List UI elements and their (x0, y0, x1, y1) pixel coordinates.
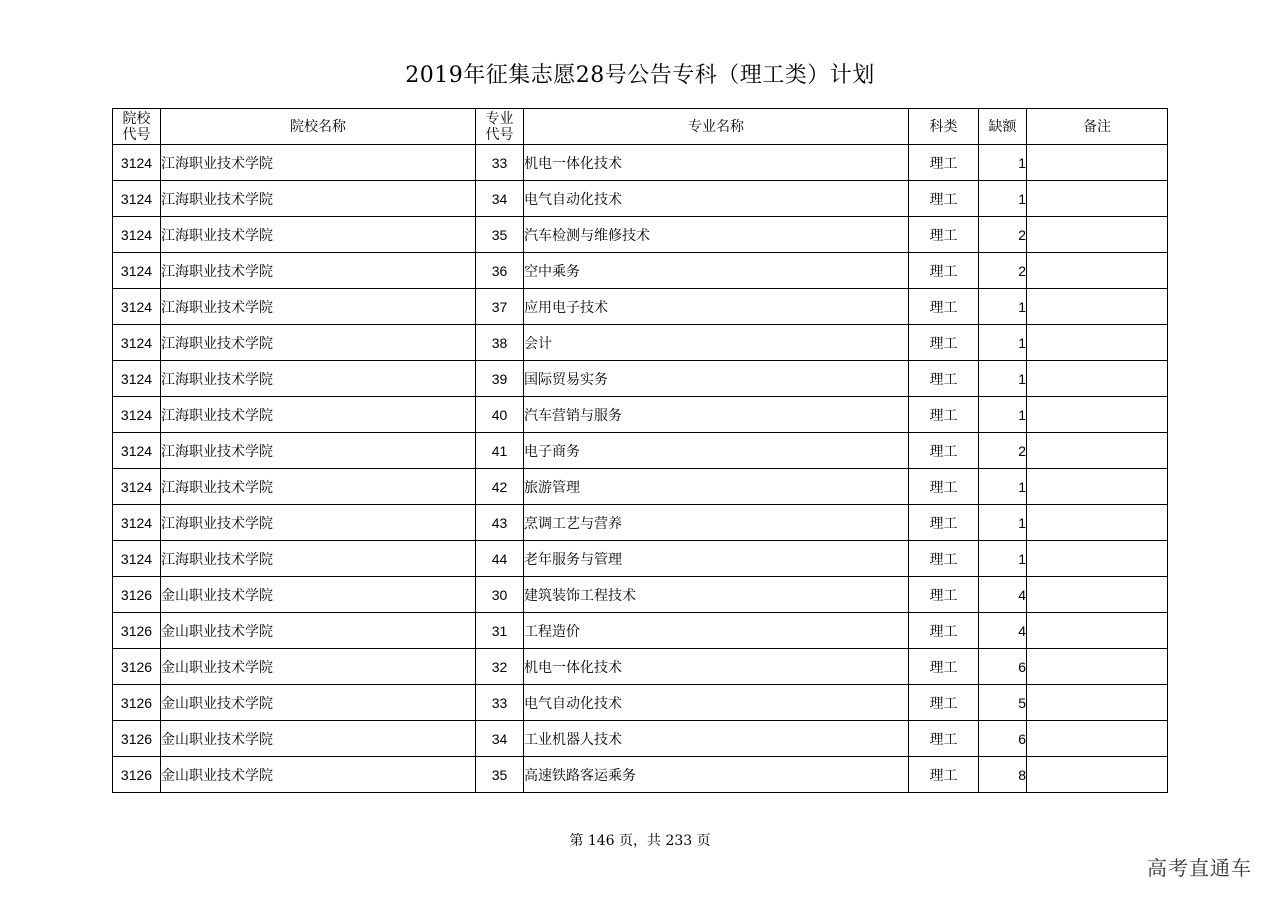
cell-school-name: 金山职业技术学院 (161, 757, 476, 793)
cell-category: 理工 (909, 613, 979, 649)
cell-category: 理工 (909, 361, 979, 397)
table-row (113, 505, 1168, 541)
cell-quota: 1 (979, 361, 1027, 397)
cell-note (1027, 613, 1168, 649)
table-row (113, 685, 1168, 721)
cell-school-name: 江海职业技术学院 (161, 253, 476, 289)
cell-school-code: 3124 (113, 469, 161, 505)
cell-major-code: 39 (476, 361, 524, 397)
table-row (113, 649, 1168, 685)
cell-school-name: 江海职业技术学院 (161, 361, 476, 397)
cell-major-code: 44 (476, 541, 524, 577)
cell-quota: 2 (979, 253, 1027, 289)
cell-quota: 6 (979, 649, 1027, 685)
table-row (113, 217, 1168, 253)
cell-school-code: 3126 (113, 685, 161, 721)
cell-school-code: 3124 (113, 541, 161, 577)
cell-quota: 6 (979, 721, 1027, 757)
cell-note (1027, 721, 1168, 757)
cell-major-name: 工业机器人技术 (524, 721, 909, 757)
cell-note (1027, 505, 1168, 541)
cell-note (1027, 289, 1168, 325)
table-row (113, 325, 1168, 361)
cell-note (1027, 541, 1168, 577)
table-row (113, 613, 1168, 649)
cell-note (1027, 325, 1168, 361)
page-title: 2019年征集志愿28号公告专科（理工类）计划 (405, 63, 875, 88)
cell-major-name: 电子商务 (524, 433, 909, 469)
table-row (113, 541, 1168, 577)
cell-school-code: 3124 (113, 397, 161, 433)
cell-major-name: 机电一体化技术 (524, 145, 909, 181)
header-major-code-line2: 代号 (485, 126, 514, 143)
cell-major-code: 32 (476, 649, 524, 685)
cell-category: 理工 (909, 397, 979, 433)
header-major-code-line1: 专业 (485, 110, 514, 127)
cell-school-name: 江海职业技术学院 (161, 217, 476, 253)
table-row (113, 181, 1168, 217)
cell-school-code: 3124 (113, 433, 161, 469)
cell-note (1027, 253, 1168, 289)
cell-major-code: 38 (476, 325, 524, 361)
cell-major-name: 汽车检测与维修技术 (524, 217, 909, 253)
cell-school-code: 3124 (113, 289, 161, 325)
cell-major-code: 35 (476, 217, 524, 253)
cell-school-name: 金山职业技术学院 (161, 685, 476, 721)
cell-school-code: 3124 (113, 145, 161, 181)
cell-note (1027, 145, 1168, 181)
page-footer: 第 146 页，共 233 页 (569, 833, 711, 849)
header-school-code-line1: 院校 (122, 110, 151, 127)
cell-school-name: 金山职业技术学院 (161, 721, 476, 757)
cell-school-name: 江海职业技术学院 (161, 433, 476, 469)
cell-quota: 1 (979, 145, 1027, 181)
table-row (113, 433, 1168, 469)
header-category: 科类 (909, 109, 979, 145)
cell-note (1027, 577, 1168, 613)
table-row (113, 577, 1168, 613)
cell-school-code: 3126 (113, 721, 161, 757)
header-school-name: 院校名称 (161, 109, 476, 145)
table-row (113, 757, 1168, 793)
cell-note (1027, 433, 1168, 469)
cell-school-code: 3124 (113, 325, 161, 361)
cell-school-name: 江海职业技术学院 (161, 325, 476, 361)
table-row (113, 469, 1168, 505)
cell-school-code: 3124 (113, 361, 161, 397)
cell-major-code: 41 (476, 433, 524, 469)
cell-school-code: 3126 (113, 577, 161, 613)
cell-major-name: 汽车营销与服务 (524, 397, 909, 433)
cell-note (1027, 181, 1168, 217)
cell-category: 理工 (909, 469, 979, 505)
cell-major-code: 33 (476, 685, 524, 721)
cell-note (1027, 469, 1168, 505)
cell-quota: 2 (979, 433, 1027, 469)
cell-major-code: 43 (476, 505, 524, 541)
cell-quota: 5 (979, 685, 1027, 721)
cell-school-name: 江海职业技术学院 (161, 505, 476, 541)
cell-category: 理工 (909, 145, 979, 181)
cell-category: 理工 (909, 649, 979, 685)
cell-major-name: 建筑装饰工程技术 (524, 577, 909, 613)
cell-school-name: 金山职业技术学院 (161, 649, 476, 685)
cell-quota: 1 (979, 505, 1027, 541)
cell-school-code: 3126 (113, 613, 161, 649)
cell-major-code: 40 (476, 397, 524, 433)
cell-major-code: 42 (476, 469, 524, 505)
header-note: 备注 (1027, 109, 1168, 145)
cell-category: 理工 (909, 181, 979, 217)
cell-major-name: 机电一体化技术 (524, 649, 909, 685)
watermark: 高考直通车 (1147, 856, 1252, 880)
cell-category: 理工 (909, 685, 979, 721)
cell-major-name: 国际贸易实务 (524, 361, 909, 397)
cell-school-name: 江海职业技术学院 (161, 145, 476, 181)
cell-major-name: 高速铁路客运乘务 (524, 757, 909, 793)
cell-quota: 4 (979, 577, 1027, 613)
table-row (113, 361, 1168, 397)
cell-school-code: 3124 (113, 217, 161, 253)
cell-category: 理工 (909, 721, 979, 757)
cell-quota: 1 (979, 397, 1027, 433)
cell-quota: 1 (979, 181, 1027, 217)
cell-major-name: 工程造价 (524, 613, 909, 649)
cell-major-code: 30 (476, 577, 524, 613)
cell-major-name: 烹调工艺与营养 (524, 505, 909, 541)
cell-category: 理工 (909, 433, 979, 469)
cell-note (1027, 397, 1168, 433)
cell-note (1027, 757, 1168, 793)
table-row (113, 289, 1168, 325)
cell-major-code: 33 (476, 145, 524, 181)
cell-quota: 1 (979, 289, 1027, 325)
cell-school-name: 江海职业技术学院 (161, 289, 476, 325)
table-row (113, 145, 1168, 181)
cell-quota: 1 (979, 469, 1027, 505)
table-row (113, 721, 1168, 757)
header-school-code-line2: 代号 (122, 126, 151, 143)
cell-school-name: 金山职业技术学院 (161, 613, 476, 649)
cell-major-name: 应用电子技术 (524, 289, 909, 325)
header-school-code (113, 109, 161, 145)
cell-major-code: 34 (476, 181, 524, 217)
cell-major-name: 电气自动化技术 (524, 181, 909, 217)
cell-major-name: 会计 (524, 325, 909, 361)
cell-major-code: 36 (476, 253, 524, 289)
cell-school-name: 江海职业技术学院 (161, 181, 476, 217)
cell-school-code: 3126 (113, 757, 161, 793)
cell-note (1027, 217, 1168, 253)
cell-category: 理工 (909, 217, 979, 253)
cell-school-code: 3126 (113, 649, 161, 685)
cell-quota: 2 (979, 217, 1027, 253)
cell-category: 理工 (909, 541, 979, 577)
cell-quota: 1 (979, 325, 1027, 361)
cell-major-name: 空中乘务 (524, 253, 909, 289)
cell-category: 理工 (909, 253, 979, 289)
cell-category: 理工 (909, 505, 979, 541)
cell-quota: 4 (979, 613, 1027, 649)
plan-table (112, 108, 1168, 793)
cell-note (1027, 361, 1168, 397)
cell-major-code: 35 (476, 757, 524, 793)
cell-major-name: 电气自动化技术 (524, 685, 909, 721)
cell-quota: 1 (979, 541, 1027, 577)
cell-school-name: 金山职业技术学院 (161, 577, 476, 613)
cell-category: 理工 (909, 577, 979, 613)
cell-school-code: 3124 (113, 505, 161, 541)
cell-quota: 8 (979, 757, 1027, 793)
cell-category: 理工 (909, 757, 979, 793)
header-quota: 缺额 (979, 109, 1027, 145)
cell-school-name: 江海职业技术学院 (161, 541, 476, 577)
header-major-code (476, 109, 524, 145)
cell-major-name: 旅游管理 (524, 469, 909, 505)
table-row (113, 397, 1168, 433)
cell-school-code: 3124 (113, 253, 161, 289)
cell-major-code: 37 (476, 289, 524, 325)
cell-note (1027, 649, 1168, 685)
cell-major-code: 34 (476, 721, 524, 757)
cell-school-name: 江海职业技术学院 (161, 469, 476, 505)
cell-note (1027, 685, 1168, 721)
cell-category: 理工 (909, 325, 979, 361)
cell-school-code: 3124 (113, 181, 161, 217)
cell-major-name: 老年服务与管理 (524, 541, 909, 577)
cell-major-code: 31 (476, 613, 524, 649)
cell-category: 理工 (909, 289, 979, 325)
table-header-row (113, 109, 1168, 145)
cell-school-name: 江海职业技术学院 (161, 397, 476, 433)
header-major-name: 专业名称 (524, 109, 909, 145)
table-row (113, 253, 1168, 289)
